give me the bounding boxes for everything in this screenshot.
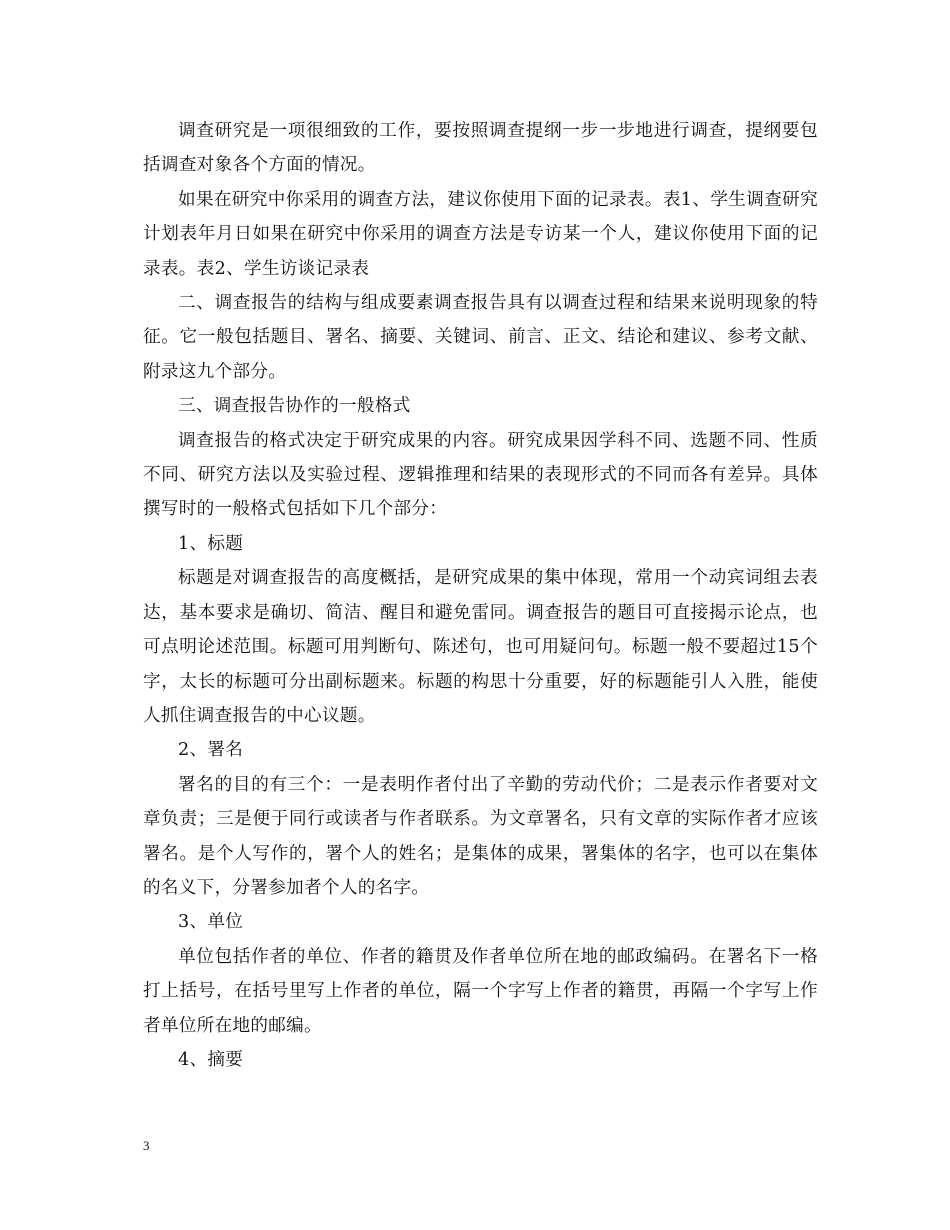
paragraph-intro: 调查研究是一项很细致的工作，要按照调查提纲一步一步地进行调查，提纲要包括调查对象各个方面的情况。 <box>143 121 818 176</box>
paragraph-survey-method: 如果在研究中你采用的调查方法，建议你使用下面的记录表。表1、学生调查研究计划表年月日如果在研究中你采用的调查方法是专访某一个人，建议你使用下面的记录表。表2、学生访谈记录表 <box>143 189 818 279</box>
paragraph-unit: 单位包括作者的单位、作者的籍贯及作者单位所在地的邮政编码。在署名下一格打上括号，在括号里写上作者的单位，隔一个字写上作者的籍贯，再隔一个字写上作者单位所在地的邮编。 <box>143 946 818 1036</box>
section-heading-format: 三、调查报告协作的一般格式 <box>178 396 411 417</box>
subheading-title: 1、标题 <box>178 533 244 554</box>
subheading-abstract: 4、摘要 <box>178 1049 244 1070</box>
paragraph-report-structure: 二、调查报告的结构与组成要素调查报告具有以调查过程和结果来说明现象的特征。它一般包括题目、署名、摘要、关键词、前言、正文、结论和建议、参考文献、附录这九个部分。 <box>143 293 818 382</box>
document-body <box>143 114 818 1077</box>
paragraph-signature: 署名的目的有三个：一是表明作者付出了辛勤的劳动代价；二是表示作者要对文章负责；三是便于同行或读者与作者联系。为文章署名，只有文章的实际作者才应该署名。是个人写作的，署个人的姓名；是集体的成果，署集体的名字，也可以在集体的名义下，分署参加者个人的名字。 <box>143 774 818 898</box>
subheading-signature: 2、署名 <box>178 740 244 761</box>
page-number: 3 <box>143 1138 150 1153</box>
paragraph-title: 标题是对调查报告的高度概括，是研究成果的集中体现，常用一个动宾词组去表达，基本要求是确切、简洁、醒目和避免雷同。调查报告的题目可直接揭示论点，也可点明论述范围。标题可用判断句、陈述句，也可用疑问句。标题一般不要超过15个字，太长的标题可分出副标题来。标题的构思十分重要，好的标题能引人入胜，能使人抓住调查报告的中心议题。 <box>143 568 818 726</box>
paragraph-format-description: 调查报告的格式决定于研究成果的内容。研究成果因学科不同、选题不同、性质不同、研究方法以及实验过程、逻辑推理和结果的表现形式的不同而各有差异。具体撰写时的一般格式包括如下几个部分： <box>143 430 818 520</box>
subheading-unit: 3、单位 <box>178 912 244 933</box>
